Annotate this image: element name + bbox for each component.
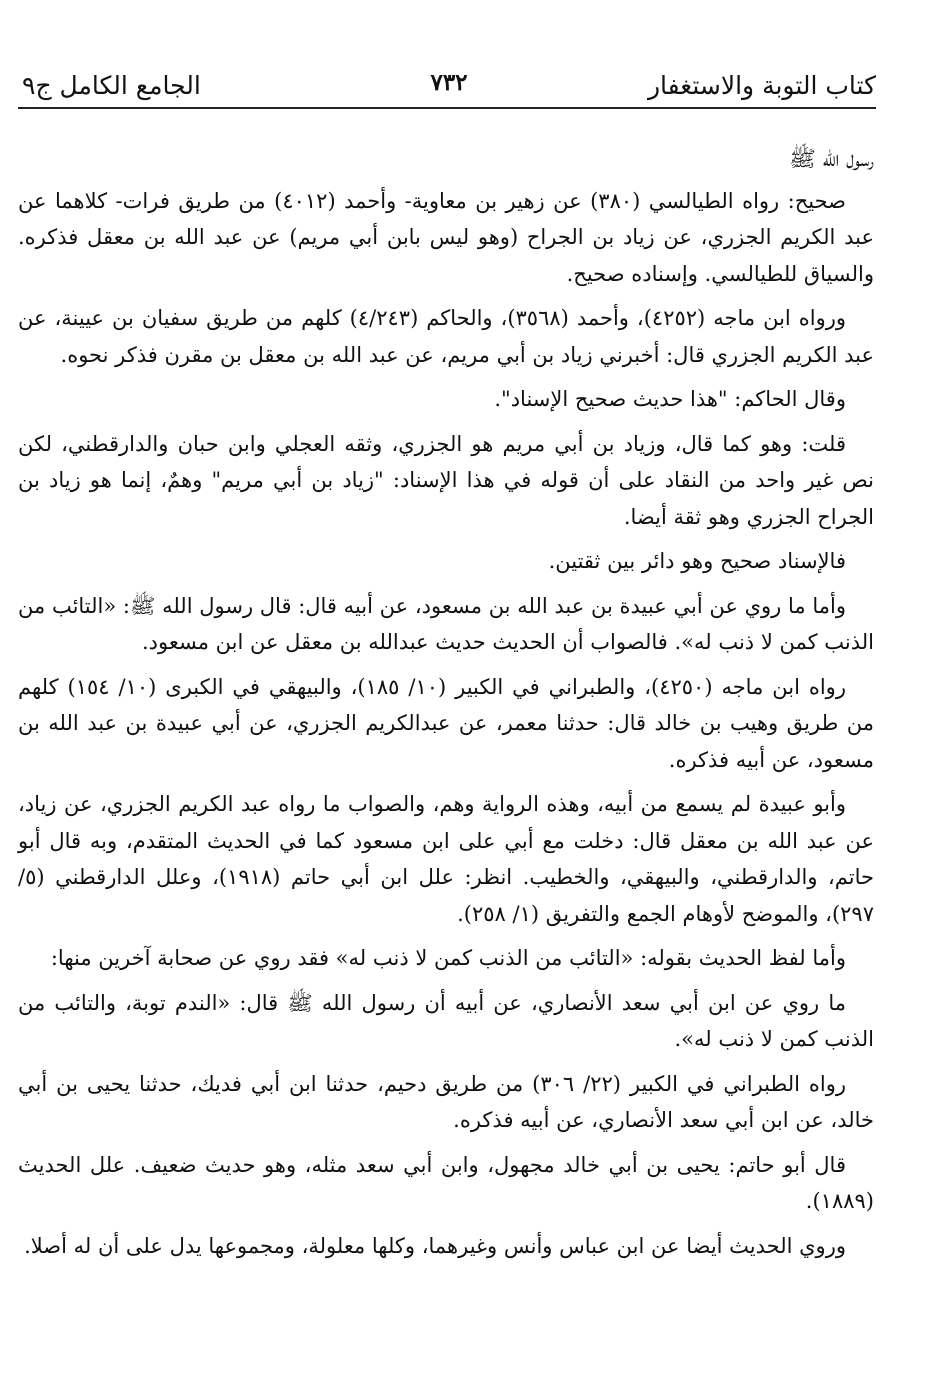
paragraph: رواه الطبراني في الكبير (٢٢/ ٣٠٦) من طريق دحيم، حدثنا ابن أبي فديك، حدثنا يحيى بن أبي خالد، عن ابن أبي سعد الأنصاري، عن أبيه فذكره. (18, 1071, 874, 1132)
header-divider (18, 107, 876, 109)
paragraph: ما روي عن ابن أبي سعد الأنصاري، عن أبيه أن رسول الله ﷺ قال: «الندم توبة، والتائب من الذنب كمن لا ذنب له». (18, 990, 874, 1051)
paragraph: وأما لفظ الحديث بقوله: «التائب من الذنب كمن لا ذنب له» فقد روي عن صحابة آخرين منها: (50, 946, 846, 970)
book-title: الجامع الكامل ج٩ (22, 71, 201, 100)
paragraph: صحيح: رواه الطيالسي (٣٨٠) عن زهير بن معاوية- وأحمد (٤٠١٢) من طريق فرات- كلاهما عن عبد الكريم الجزري، عن زياد بن الجراح (وهو ليس بابن أبي مريم) عن عبد الله بن معقل فذكره. والسياق للطيالسي. وإسناده صحيح. (18, 188, 875, 286)
paragraph: فالإسناد صحيح وهو دائر بين ثقتين. (548, 549, 846, 573)
paragraph: قال أبو حاتم: يحيى بن أبي خالد مجهول، وابن أبي سعد مثله، وهو حديث ضعيف. علل الحديث (١٨٨٩). (18, 1152, 874, 1213)
paragraph: وأبو عبيدة لم يسمع من أبيه، وهذه الرواية وهم، والصواب ما رواه عبد الكريم الجزري، عن زياد، عن عبد الله بن معقل قال: دخلت مع أبي على ابن مسعود كما في الحديث المتقدم، وبه قال أبو حاتم، والدارقطني، والبيهقي، والخطيب. انظر: علل ابن أبي حاتم (١٩١٨)، وعلل الدارقطني (٥/ ٢٩٧)، والموضح لأوهام الجمع والتفريق (١/ ٢٥٨). (18, 792, 874, 926)
paragraph: وقال الحاكم: "هذا حديث صحيح الإسناد". (494, 387, 846, 411)
page-number: ٧٣٢ (430, 69, 468, 96)
chapter-title: كتاب التوبة والاستغفار (647, 71, 876, 100)
paragraph: قلت: وهو كما قال، وزياد بن أبي مريم هو الجزري، وثقه العجلي وابن حبان والدارقطني، لكن نص غير واحد من النقاد على أن قوله في هذا الإسناد: "زياد بن أبي مريم" وهمٌ، إنما هو زياد بن الجراح الجزري وهو ثقة أيضا. (18, 431, 874, 529)
paragraph: ورواه ابن ماجه (٤٢٥٢)، وأحمد (٣٥٦٨)، والحاكم (٤/٢٤٣) كلهم من طريق سفيان بن عيينة، عن عبد الكريم الجزري قال: أخبرني زياد بن أبي مريم، عن عبد الله بن معقل بن مقرن فذكر نحوه. (18, 306, 874, 367)
page-body (18, 142, 874, 1272)
paragraph: رواه ابن ماجه (٤٢٥٠)، والطبراني في الكبير (١٠/ ١٨٥)، والبيهقي في الكبرى (١٠/ ١٥٤) كلهم من طريق وهيب بن خالد قال: حدثنا معمر، عن عبدالكريم الجزري، عن أبي عبيدة بن عبد الله بن مسعود، عن أبيه فذكره. (18, 674, 874, 772)
paragraph: وأما ما روي عن أبي عبيدة بن عبد الله بن مسعود، عن أبيه قال: قال رسول الله ﷺ: «التائب من الذنب كمن لا ذنب له». فالصواب أن الحديث حديث عبدالله بن معقل عن ابن مسعود. (18, 593, 874, 654)
running-header (22, 58, 876, 98)
paragraph: وروي الحديث أيضا عن ابن عباس وأنس وغيرهما، وكلها معلولة، ومجموعها يدل على أن له أصلا. (24, 1233, 846, 1258)
paragraph-continuation: رسول الله ﷺ (789, 147, 874, 172)
